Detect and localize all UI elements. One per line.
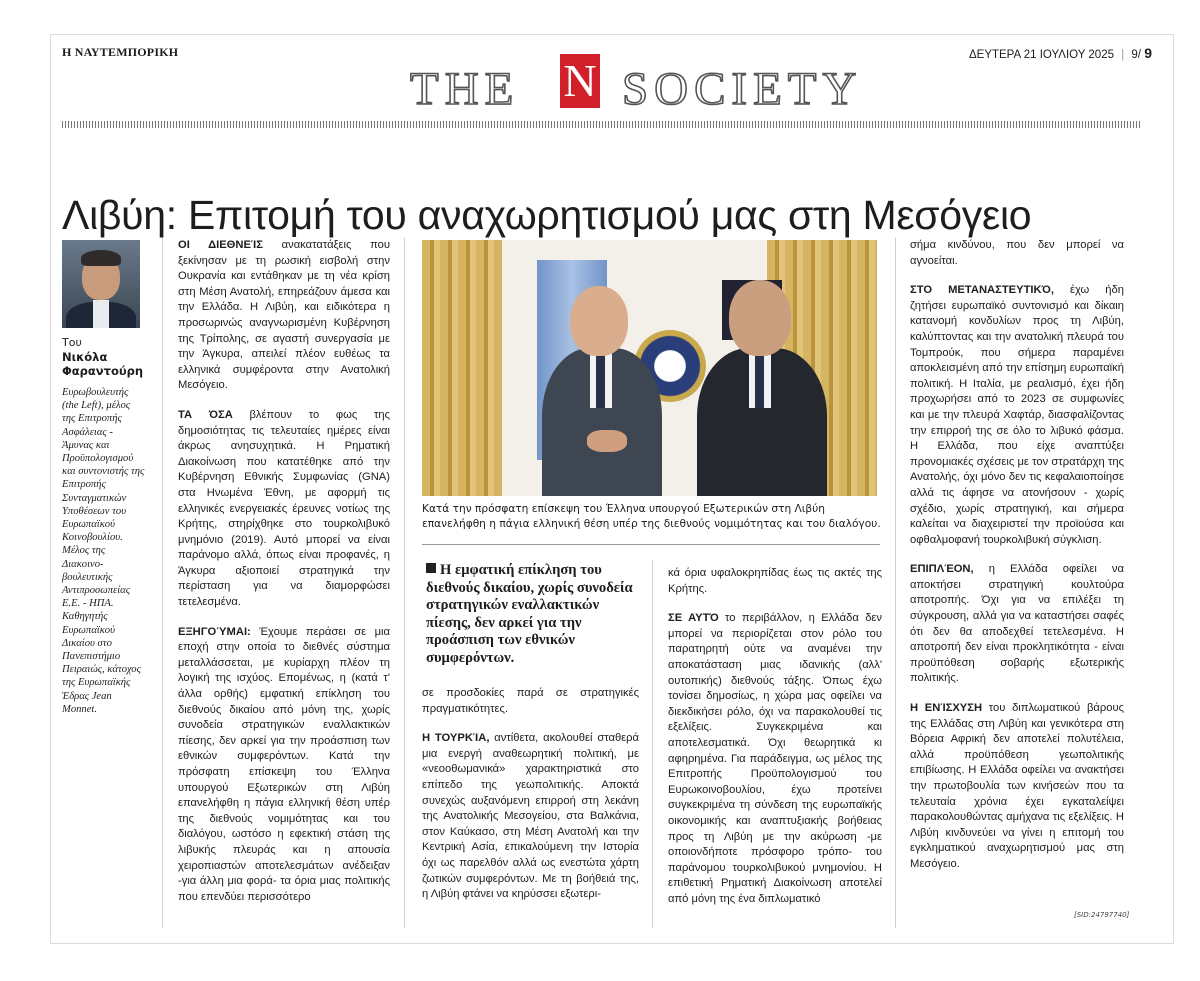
pull-quote: Η εμφατική επίκληση του διεθνούς δικαίου, χωρίς συνοδεία στρατηγικών εναλλακτικών πίεσης, δεν αρκεί για την προάσπιση των εθνικών συμφερόντων. (426, 562, 633, 666)
author-name: Νικόλα Φαραντούρη (62, 350, 144, 378)
article-id-code: [SID:24797740] (1074, 911, 1130, 919)
paragraph: Η ΤΟΥΡΚΊΑ, αντίθετα, ακολουθεί σταθερά μια ενεργή αναθεωρητική πολιτική, με «νεοοθωμανικά» χαρακτηριστικά στο επίπεδο της γεωπολιτικής. Αποκτά συνεχώς αυξανόμενη επιρροή στη λεκάνη της Ανατολικής Μεσογείου, στα Βαλκάνια, στον Καύκασο, στη Μέση Ανατολή και την Κεντρική Ασία, επικαλούμενη την Ιστορία όχι ως παρελθόν αλλά ως ενεστώτα χάρτη ζωτικών συμφερόντων. Με τη βοήθειά της, η Λιβύη φτάνει να κηρύσσει εξωτερι- (422, 732, 639, 901)
column-rule (895, 238, 896, 928)
issue-date: ΔΕΥΤΕΡΑ 21 ΙΟΥΛΙΟΥ 2025 (968, 49, 1114, 61)
column-4 (910, 238, 1124, 887)
paragraph: ΤΑ ΌΣΑ βλέπουν το φως της δημοσιότητας τις τελευταίες ημέρες είναι άκρως ανησυχητικά. Η Ρηματική Διακοίνωση που κατατέθηκε από την Κυβέρνηση Εθνικής Συμφωνίας (GNA) στα Ηνωμένα Έθνη, με αφορμή τις ελληνικές ενεργειακές έρευνες νοτίως της Κρήτης, στηρίχθηκε στο τουρκολιβυκό μνημόνιο (2019). Αυτό μπορεί να είναι παράνομο αλλά, όπως είναι προφανές, η Άγκυρα αξιοποιεί στρατηγικά την περίσταση για να διαμορφώσει τετελεσμένα. (178, 408, 390, 609)
article-headline: Λιβύη: Επιτομή του αναχωρητισμού μας στη Μεσόγειο (62, 192, 1032, 239)
issue-date-page: ΔΕΥΤΕΡΑ 21 ΙΟΥΛΙΟΥ 2025 | 9/ 9 (968, 45, 1152, 61)
header-divider (62, 121, 1142, 128)
square-bullet-icon (426, 563, 436, 573)
paragraph: ΟΙ ΔΙΕΘΝΕΊΣ ανακατατάξεις που ξεκίνησαν με τη ρωσική εισβολή στην Ουκρανία και εντάθηκαν με τη νέα κρίση στη Μέση Ανατολή, επηρεάζουν άμεσα και την Ελλάδα. Η Λιβύη, και ειδικότερα η προσωρινώς αναγνωρισμένη Κυβέρνηση της Τρίπολης, σε αγαστή συνεργασία με την Άγκυρα, απειλεί πλέον ευθέως τα ελληνικά συμφέροντα στην Ανατολική Μεσόγειο. (178, 239, 391, 392)
paragraph: ΕΠΙΠΛΈΟΝ, η Ελλάδα οφείλει να αποκτήσει στρατηγική κουλτούρα αποτροπής. Όχι για να επιλέξει τη σύγκρουση, αλλά για να καταστήσει σαφές ότι δεν θα αποδεχθεί τετελεσμένα. Η αποτροπή δεν είναι προκλητικότητα - είναι προϋπόθεση σοβαρής εξωτερικής πολιτικής. (910, 563, 1124, 685)
column-rule (652, 560, 653, 928)
paragraph: κά όρια υφαλοκρηπίδας έως τις ακτές της Κρήτης. (668, 567, 882, 595)
page-number-small: 9/ (1131, 49, 1141, 61)
paragraph: ΕΞΗΓΟΎΜΑΙ: Έχουμε περάσει σε μια εποχή στην οποία το διεθνές σύστημα μεταλλάσσεται, με κυρίαρχη πλέον τη λογική της ισχύος. Επομένως, η (κατά τ' άλλα ορθής) εμφατική επίκληση του διεθνούς δικαίου από μόνη της, χωρίς συνοδεία στρατηγικών εναλλακτικών πίεσης, δεν αρκεί για την προάσπιση των εθνικών συμφερόντων. Κατά την πρόσφατη επίσκεψη του Έλληνα υπουργού Εξωτερικών στη Λιβύη επανελήφθη η πάγια ελληνική θέση υπέρ της διεθνούς νομιμότητας και του διαλόγου, ωστόσο η εφεκτική στάση της λιβυκής πλευράς και η απουσία χειροπιαστών αποτελεσμάτων ανέδειξαν -για άλλη μια φορά- τα όρια μιας πολιτικής που επενδύει περισσότερο (178, 625, 390, 903)
column-rule (404, 238, 405, 928)
article-photo (422, 240, 877, 496)
column-rule (162, 238, 163, 928)
section-word-the: THE (410, 63, 520, 115)
newspaper-name: Η ΝΑΥΤΕΜΠΟΡΙΚΗ (62, 45, 179, 59)
paragraph: ΣΕ ΑΥΤΌ το περιβάλλον, η Ελλάδα δεν μπορεί να περιορίζεται στον ρόλο του παρατηρητή ούτε να αναμένει την αποκατάσταση μιας ιδανικής (αλλ' ουτοπικής) διεθνούς τάξης. Όπως έχω τονίσει δημοσίως, η χώρα μας οφείλει να διεκδικήσει ρόλο, όχι να παρακολουθεί τις εξελίξεις. Συγκεκριμένα και αποτελεσματικά. Όχι θεωρητικά κι αφηρημένα. Για παράδειγμα, ως μέλος της Επιτροπής Προϋπολογισμού του Ευρωκοινοβουλίου, έχω προτείνει συγκεκριμένα τη σύνδεση της ευρωπαϊκής οικονομικής και αναπτυξιακής βοήθειας προς τη Λιβύη με την ακύρωση -με οποιονδήποτε πρόσφορο τρόπο- του παράνομου τουρκολιβυκού μνημονίου. Η επιθετική Ρηματική Διακοίνωση αποτελεί από μόνη της ένα διπλωματικό (668, 612, 882, 905)
caption-divider (422, 544, 880, 545)
author-bio: Ευρωβουλευτής (the Left), μέλος της Επιτροπής Ασφάλειας - Άμυνας και Προϋπολογισμού και συντονιστής της Επιτροπής Συνταγματικών Υποθέσεων του Ευρωπαϊκού Κοινοβουλίου. Μέλος της Διακοινο-βουλευτικής Αντιπροσωπείας Ε.Ε. - ΗΠΑ. Καθηγητής Ευρωπαϊκού Δικαίου στο Πανεπιστήμιο Πειραιώς, κάτοχος της Ευρωπαϊκής Έδρας Jean Monnet. (62, 387, 145, 715)
author-byline: Του (62, 336, 82, 349)
page-number: 9 (1144, 45, 1152, 61)
section-word-society: SOCIETY (622, 63, 863, 115)
column-3 (668, 566, 882, 921)
paragraph: σε προσδοκίες παρά σε στρατηγικές πραγματικότητες. (422, 687, 639, 715)
column-2 (422, 686, 639, 917)
section-badge: N (560, 54, 600, 108)
column-1 (178, 238, 390, 919)
section-logo (400, 52, 900, 114)
author-photo (62, 240, 140, 328)
paragraph: σήμα κινδύνου, που δεν μπορεί να αγνοείται. (910, 239, 1124, 267)
photo-caption: Κατά την πρόσφατη επίσκεψη του Έλληνα υπουργού Εξωτερικών στη Λιβύη επανελήφθη η πάγια ελληνική θέση υπέρ της διεθνούς νομιμότητας και του διαλόγου. (422, 503, 881, 530)
paragraph: ΣΤΟ ΜΕΤΑΝΑΣΤΕΥΤΙΚΌ, έχω ήδη ζητήσει ευρωπαϊκό συντονισμό και δίκαιη κατανομή κονδυλίων προς τη Λιβύη, καλύπτοντας και την ανατολική πλευρά του Τομπρούκ, που σήμερα παραμένει αποκλεισμένη από την επίσημη ευρωπαϊκή πολιτική. Η Ιταλία, με ρεαλισμό, έχει ήδη προχωρήσει από το 2023 σε συμφωνίες και με την πλευρά Χαφτάρ, διασφαλίζοντας την επιρροή της σε όλο το λιβυκό φάσμα. Η Ελλάδα, που είχε αναπτύξει προνομιακές σχέσεις με τον στρατάρχη της Ανατολής, όχι μόνο δεν τις κεφαλαιοποίησε αλλά τις άφησε να ατονήσουν - χωρίς σχέδιο, χωρίς στρατηγική, και σήμερα καλείται να διαχειριστεί την προϊούσα και οφθαλμοφανή τουρκολιβυκή σύγκλιση. (910, 284, 1124, 546)
paragraph: Η ΕΝΊΣΧΥΣΗ του διπλωματικού βάρους της Ελλάδας στη Λιβύη και γενικότερα στη Βόρεια Αφρική δεν αποτελεί πολυτέλεια, αλλά προϋπόθεση γεωπολιτικής επιβίωσης. Η Ελλάδα οφείλει να ανακτήσει την πρωτοβουλία των κινήσεών που τα τελευταία χρόνια έχει εγκαταλείψει παρακολουθώντας αμήχανα τις εξελίξεις. Η Λιβύη κινδυνεύει να γίνει η επιτομή του εγκληματικού αναχωρητισμού μας στη Μεσόγειο. (910, 702, 1124, 870)
